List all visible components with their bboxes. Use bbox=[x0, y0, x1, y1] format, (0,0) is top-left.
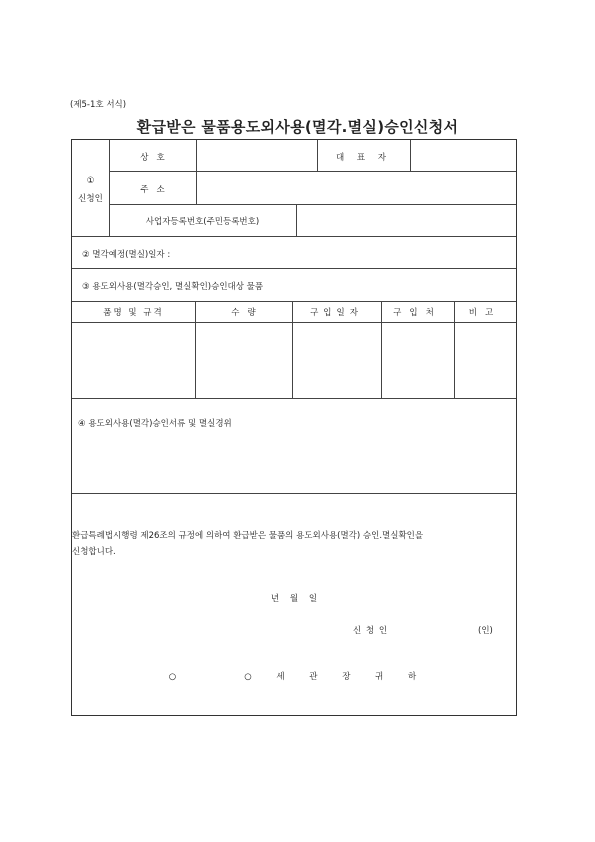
seal-label: (인) bbox=[478, 626, 493, 636]
documents-label: ④ 용도외사용(멸각)승인서류 및 멸실경위 bbox=[78, 419, 232, 429]
applicant-label: 신청인 bbox=[78, 194, 103, 204]
declaration-text: 환급특례법시행령 제26조의 규정에 의하여 환급받은 물품의 용도외사용(멸각) 승인.멸실확인을 bbox=[72, 531, 424, 541]
divider bbox=[72, 398, 516, 399]
declaration-text-cont: 신청합니다. bbox=[72, 547, 116, 557]
company-name-field[interactable] bbox=[197, 142, 316, 170]
divider bbox=[72, 493, 516, 494]
scheduled-date-label: ② 멸각예정(멸실)일자 : bbox=[82, 250, 171, 260]
header-item-spec: 품명 및 규격 bbox=[103, 308, 164, 318]
address-label: 주 소 bbox=[140, 185, 165, 195]
header-remarks: 비고 bbox=[468, 308, 502, 318]
header-purchase-place: 구입처 bbox=[393, 308, 442, 318]
page-title: 환급받은 물품용도외사용(멸각.멸실)승인신청서 bbox=[136, 118, 459, 136]
divider bbox=[72, 236, 516, 237]
header-quantity: 수 량 bbox=[231, 308, 256, 318]
addressee: ○ ○ 세 관 장 귀 하 bbox=[168, 672, 420, 682]
applicant-signature-label: 신 청 인 bbox=[353, 626, 389, 636]
form-code: (제5-1호 서식) bbox=[70, 100, 127, 110]
divider bbox=[72, 322, 516, 323]
applicant-label-no: ① bbox=[86, 176, 95, 186]
representative-label: 대 표 자 bbox=[335, 153, 392, 163]
divider bbox=[109, 171, 516, 172]
date-line: 년 월 일 bbox=[270, 594, 318, 604]
registration-number-field[interactable] bbox=[298, 206, 515, 235]
target-goods-label: ③ 용도외사용(멸각승인, 멸실확인)승인대상 물품 bbox=[82, 282, 264, 292]
header-purchase-date: 구입일자 bbox=[310, 308, 363, 318]
company-name-label: 상 호 bbox=[140, 153, 165, 163]
divider bbox=[296, 204, 297, 236]
divider bbox=[72, 268, 516, 269]
registration-number-label: 사업자등록번호(주민등록번호) bbox=[145, 217, 260, 227]
representative-field[interactable] bbox=[411, 142, 515, 170]
divider bbox=[109, 204, 516, 205]
divider bbox=[72, 301, 516, 302]
address-field[interactable] bbox=[197, 173, 515, 203]
application-form bbox=[71, 139, 517, 716]
